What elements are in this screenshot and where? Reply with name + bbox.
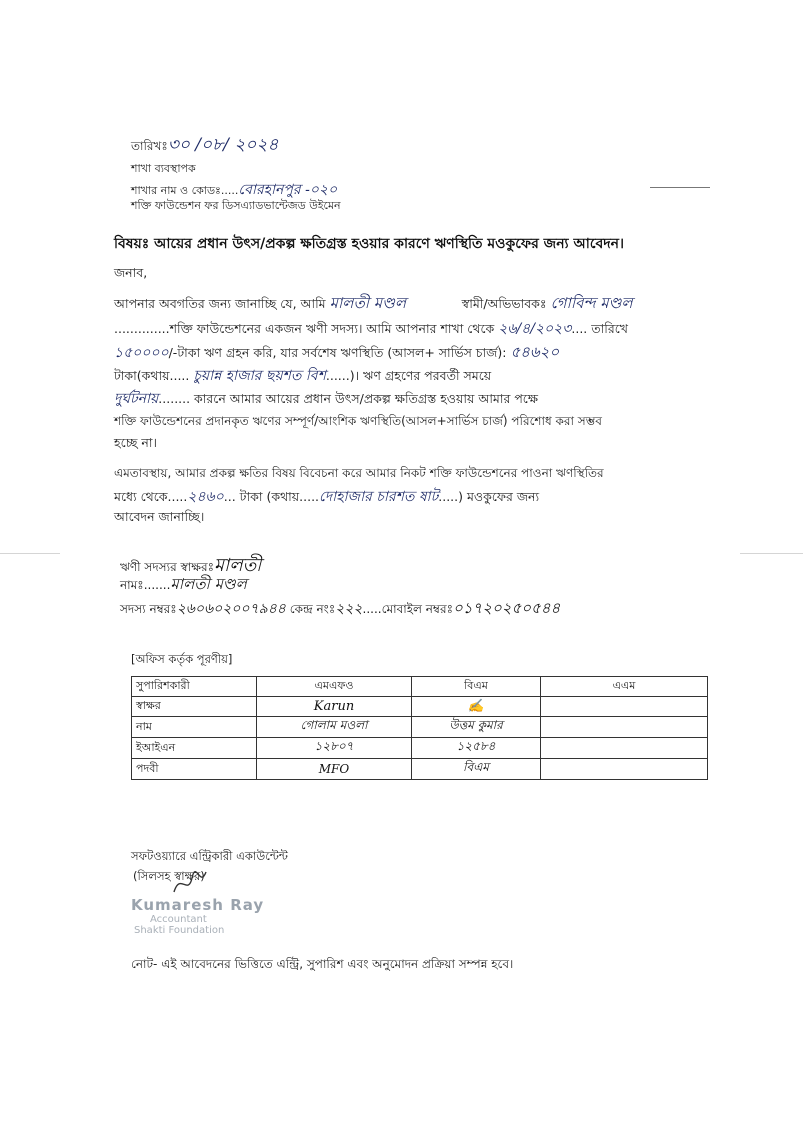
office-recommendation-table [131, 676, 708, 780]
body-text: ........ কারনে আমার আয়ের প্রধান উৎস/প্রকল্প ক্ষতিগ্রস্ত হওয়ায় আমার পক্ষে [158, 391, 538, 406]
body-line-6: শক্তি ফাউন্ডেশনের প্রদানকৃত ঋণের সম্পূর্ণ/আংশিক ঋণস্থিতি(আসল+সার্ভিস চার্জ) পরিশোধ করা সম্ভব [114, 414, 602, 428]
balance-handwritten: ৫৪৬২০ [510, 343, 560, 361]
date-value: ৩০ /০৮/ ২০২৪ [167, 135, 279, 155]
am-name [541, 717, 708, 738]
office-use-caption: [অফিস কর্তৃক পূরণীয়] [131, 652, 233, 666]
bm-signature: ✍ [412, 697, 541, 717]
table-row [132, 738, 708, 759]
table-row [132, 717, 708, 738]
am-designation [541, 759, 708, 780]
body-text: ......)। ঋণ গ্রহণের পরবর্তী সময়ে [325, 368, 492, 383]
accountant-signature-scribble [170, 868, 210, 898]
addressee-title: শাখা ব্যবস্থাপক [131, 162, 196, 175]
table-header-cell: এমএফও [257, 677, 412, 697]
member-name-handwritten: মালতী মণ্ডল [170, 575, 247, 593]
body-line-1 [114, 293, 633, 314]
branch-label: শাখার নাম ও কোডঃ..... [131, 184, 239, 197]
body2-line-3: আবেদন জানাচ্ছি। [114, 509, 205, 524]
body2-line-1: এমতাবস্থায়, আমার প্রকল্প ক্ষতির বিষয় বিবেচনা করে আমার নিকট শক্তি ফাউন্ডেশনের পাওনা ঋণস্থিতির [114, 466, 604, 480]
bm-name: উত্তম কুমার [412, 717, 541, 738]
salutation: জনাব, [114, 265, 148, 280]
accountant-stamp-role: Accountant [150, 914, 207, 925]
member-signature-label: ঋণী সদস্যর স্বাক্ষরঃ [120, 560, 214, 574]
balance-in-words-handwritten: চুয়ান্ন হাজার ছয়শত বিশ [193, 368, 326, 384]
guardian-label: স্বামী/অভিভাবকঃ [461, 296, 547, 311]
accountant-seal-note: (সিলসহ স্বাক্ষর) [133, 869, 205, 883]
accountant-stamp-name: Kumaresh Ray [131, 896, 265, 914]
body-text: মধ্যে থেকে..... [114, 489, 188, 504]
bm-ein: ১২৫৮৪ [412, 738, 541, 759]
waiver-amount-handwritten: ২৪৬০ [187, 489, 224, 505]
center-number-label: কেন্দ্র নংঃ [289, 602, 336, 616]
guardian-name-handwritten: গোবিন্দ মণ্ডল [550, 294, 633, 312]
member-number-handwritten: ২৬০৬০২০০৭৯৪৪ [176, 601, 286, 617]
mfo-name: গোলাম মওলা [257, 717, 412, 738]
body2-line-2 [114, 486, 539, 508]
body-text: টাকা(কথায়..... [114, 368, 190, 383]
table-header-cell: এএম [541, 677, 708, 697]
footer-note: নোট- এই আবেদনের ভিত্তিতে এন্ট্রি, সুপারিশ এবং অনুমোদন প্রক্রিয়া সম্পন্ন হবে। [131, 957, 514, 971]
body-line-5 [114, 388, 538, 410]
body-line-7: হচ্ছে না। [114, 435, 157, 450]
table-row-label: নাম [132, 717, 257, 738]
table-row-label: ইআইএন [132, 738, 257, 759]
table-row [132, 759, 708, 780]
body-line-2 [114, 318, 628, 340]
table-header-cell: বিএম [412, 677, 541, 697]
accountant-stamp-org: Shakti Foundation [134, 925, 225, 936]
branch-value: বোরহানপুর -০২০ [238, 182, 338, 198]
mobile-number-handwritten: ০১৭২০২৫০৫৪৪ [453, 599, 561, 617]
mfo-ein: ১২৮০৭ [257, 738, 412, 759]
table-header-row [132, 677, 708, 697]
mfo-signature: Karun [257, 697, 412, 717]
reason-handwritten: দুর্ঘটনায় [114, 391, 159, 407]
table-row-label: পদবী [132, 759, 257, 780]
table-row [132, 697, 708, 717]
center-number-handwritten: ২২২ [335, 601, 363, 617]
scan-edge-line-right [740, 553, 803, 554]
member-name-label: নামঃ....... [120, 578, 171, 592]
pen-stroke-mark [650, 187, 710, 188]
date-line [131, 132, 278, 160]
body-text: ... টাকা (কথায়..... [223, 489, 320, 504]
table-row-label: স্বাক্ষর [132, 697, 257, 717]
date-label: তারিখঃ [131, 139, 168, 153]
body-text: আপনার অবগতির জন্য জানাচ্ছি যে, আমি [114, 296, 326, 311]
body-line-4 [114, 365, 491, 387]
member-numbers-line [120, 597, 560, 622]
applicant-name-handwritten: মালতী মণ্ডল [329, 294, 407, 312]
member-signature: মালতী [214, 555, 262, 576]
am-ein [541, 738, 708, 759]
accountant-title: সফটওয়্যারে এন্ট্রিকারী একাউন্টেন্ট [131, 849, 288, 863]
subject-line: বিষয়ঃ আয়ের প্রধান উৎস/প্রকল্প ক্ষতিগ্রস্ত হওয়ার কারণে ঋণস্থিতি মওকুফের জন্য আবেদন। [114, 236, 624, 252]
mobile-number-label: .....মোবাইল নম্বরঃ [362, 602, 454, 616]
waiver-words-handwritten: দোহাজার চারশত ষাট [319, 489, 439, 505]
am-signature [541, 697, 708, 717]
body-line-3 [114, 342, 559, 364]
organization-name: শক্তি ফাউন্ডেশন ফর ডিসএ্যাডভান্টেজড উইমেন [131, 199, 341, 212]
loan-date-handwritten: ২৬/৪/২০২৩ [498, 321, 572, 337]
scan-edge-line-left [0, 553, 60, 554]
body-text: .....) মওকুফের জন্য [438, 489, 540, 504]
body-text: ..............শক্তি ফাউন্ডেশনের একজন ঋণী সদস্য। আমি আপনার শাখা থেকে [114, 321, 495, 336]
body-text: .... তারিখে [571, 321, 628, 336]
member-name-line [120, 573, 247, 598]
member-number-label: সদস্য নম্বরঃ [120, 602, 177, 616]
bm-designation: বিএম [412, 759, 541, 780]
table-header-cell: সুপারিশকারী [132, 677, 257, 697]
mfo-designation: MFO [257, 759, 412, 780]
loan-amount-handwritten: ১৫০০০০ [114, 345, 169, 361]
body-text: /-টাকা ঋণ গ্রহন করি, যার সর্বশেষ ঋণস্থিতি (আসল+ সার্ভিস চার্জ): [168, 345, 507, 360]
